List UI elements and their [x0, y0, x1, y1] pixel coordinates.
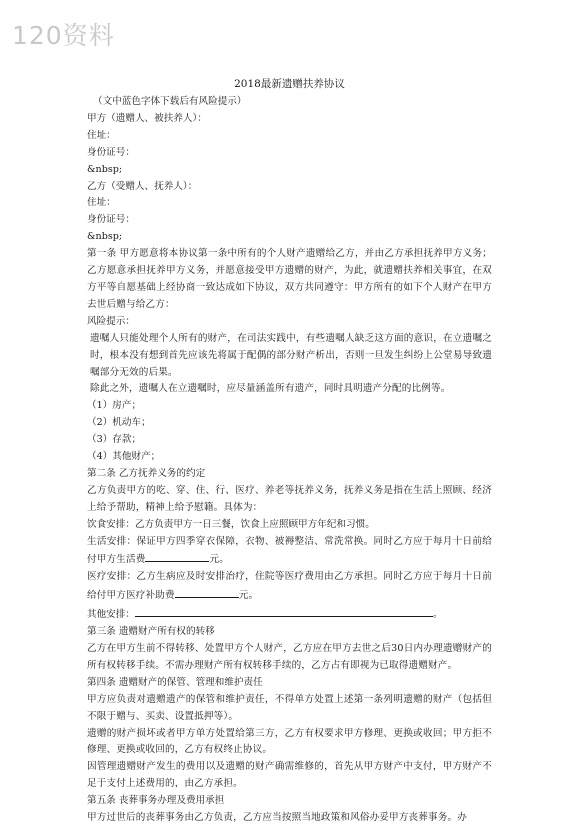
document-page [87, 76, 492, 827]
besides-text: 除此之外，遗嘱人在立遗嘱时，应尽量涵盖所有遗产，同时具明遗产分配的比例等。 [90, 383, 451, 395]
article-3-title: 第三条 遗赠财产所有权的转移 [87, 626, 215, 638]
medical-arrangement-unit: 元。 [238, 590, 259, 602]
property-item: （1）房产； [87, 400, 142, 412]
article-3-text: 乙方在甲方生前不得转移、处置甲方个人财产，乙方应在甲方去世之后30日内办理遗赠财产的所有权转移手续。不需办理财产所有权转移手续的，乙方占有即视为已取得遗赠财产。 [87, 643, 492, 671]
food-arrangement: 饮食安排：乙方负责甲方一日三餐，饮食上应照顾甲方年纪和习惯。 [87, 518, 375, 530]
life-arrangement-unit: 元。 [209, 554, 229, 566]
article-4-title: 第四条 遗赠财产的保管、管理和维护责任 [87, 676, 263, 688]
property-item: （3）存款； [87, 434, 142, 446]
party-a-spacer: &nbsp; [87, 163, 123, 175]
other-arrangement-label: 其他安排： [87, 609, 135, 621]
life-arrangement [87, 534, 492, 570]
other-arrangement [87, 605, 492, 624]
other-arrangement-blank[interactable] [135, 605, 433, 617]
risk-text: 遗嘱人只能处理个人所有的财产，在司法实践中，有些遗嘱人缺乏这方面的意识，在立遗嘱之时，根本没有想到首先应该先将属于配偶的部分财产析出，否则一旦发生纠纷上公堂易导致遗嘱部分无效的后果。 [90, 332, 492, 378]
medical-arrangement-text: 医疗安排：乙方生病应及时安排治疗，住院等医疗费用由乙方承担。同时乙方应于每月十日前给付甲方医疗补助费 [87, 571, 492, 602]
article-2-title: 第二条 乙方抚养义务的约定 [87, 467, 206, 479]
watermark-logo: 120资料 [12, 21, 115, 50]
article-1-text: 第一条 甲方愿意将本协议第一条中所有的个人财产遗赠给乙方，并由乙方承担抚养甲方义务；乙方愿意承担抚养甲方义务，并愿意接受甲方遗赠的财产，为此，就遗赠扶养相关事宜，在双方平等自愿基础上经协商一致达成如下协议，双方共同遵守：甲方所有的如下个人财产在甲方去世后赠与给乙方： [87, 248, 492, 310]
article-5-text: 甲方过世后的丧葬事务由乙方负责，乙方应当按照当地政策和风俗办妥甲方丧葬事务。办 [87, 812, 468, 824]
article-4-text-3: 因管理遗赠财产发生的费用以及遗赠的财产确需维修的，首先从甲方财产中支付，甲方财产不足于支付上述费用的，由乙方承担。 [87, 761, 492, 790]
life-arrangement-text: 生活安排：保证甲方四季穿衣保障，衣物、被褥整洁、常洗常换。同时乙方应于每月十日前给付甲方生活费 [87, 535, 492, 566]
party-a-address: 住址： [87, 129, 116, 141]
living-expense-blank[interactable] [145, 550, 209, 562]
property-item: （4）其他财产； [87, 451, 161, 463]
party-b-label: 乙方（受赠人、抚养人）： [87, 180, 198, 192]
party-a-label: 甲方（遗赠人、被扶养人）： [87, 112, 207, 124]
medical-arrangement [87, 569, 492, 605]
party-a-id: 身份证号： [87, 146, 135, 158]
article-2-text: 乙方负责甲方的吃、穿、住、行、医疗、养老等抚养义务，抚养义务是指在生活上照顾、经济上给予帮助，精神上给予慰籍。具体为： [87, 484, 492, 513]
medical-subsidy-blank[interactable] [175, 586, 239, 598]
download-note: （文中蓝色字体下载后有风险提示） [93, 96, 247, 107]
other-arrangement-end: 。 [432, 609, 443, 621]
party-b-id: 身份证号： [87, 214, 135, 226]
party-b-address: 住址： [87, 197, 116, 209]
risk-label: 风险提示： [87, 315, 135, 327]
article-5-title: 第五条 丧葬事务办理及费用承担 [87, 795, 225, 807]
article-4-text-1: 甲方应负责对遗赠遗产的保管和维护责任，不得单方处置上述第一条列明遗赠的财产（包括但不限于赠与、买卖、设置抵押等）。 [87, 693, 492, 722]
article-4-text-2: 遗赠的财产损坏或者甲方单方处置给第三方，乙方有权要求甲方修理、更换或收回；甲方拒不修理、更换或收回的，乙方有权终止协议。 [87, 727, 492, 756]
party-b-spacer: &nbsp; [87, 231, 123, 243]
document-title: 2018最新遗赠扶养协议 [234, 78, 345, 90]
property-item: （2）机动车； [87, 417, 151, 429]
